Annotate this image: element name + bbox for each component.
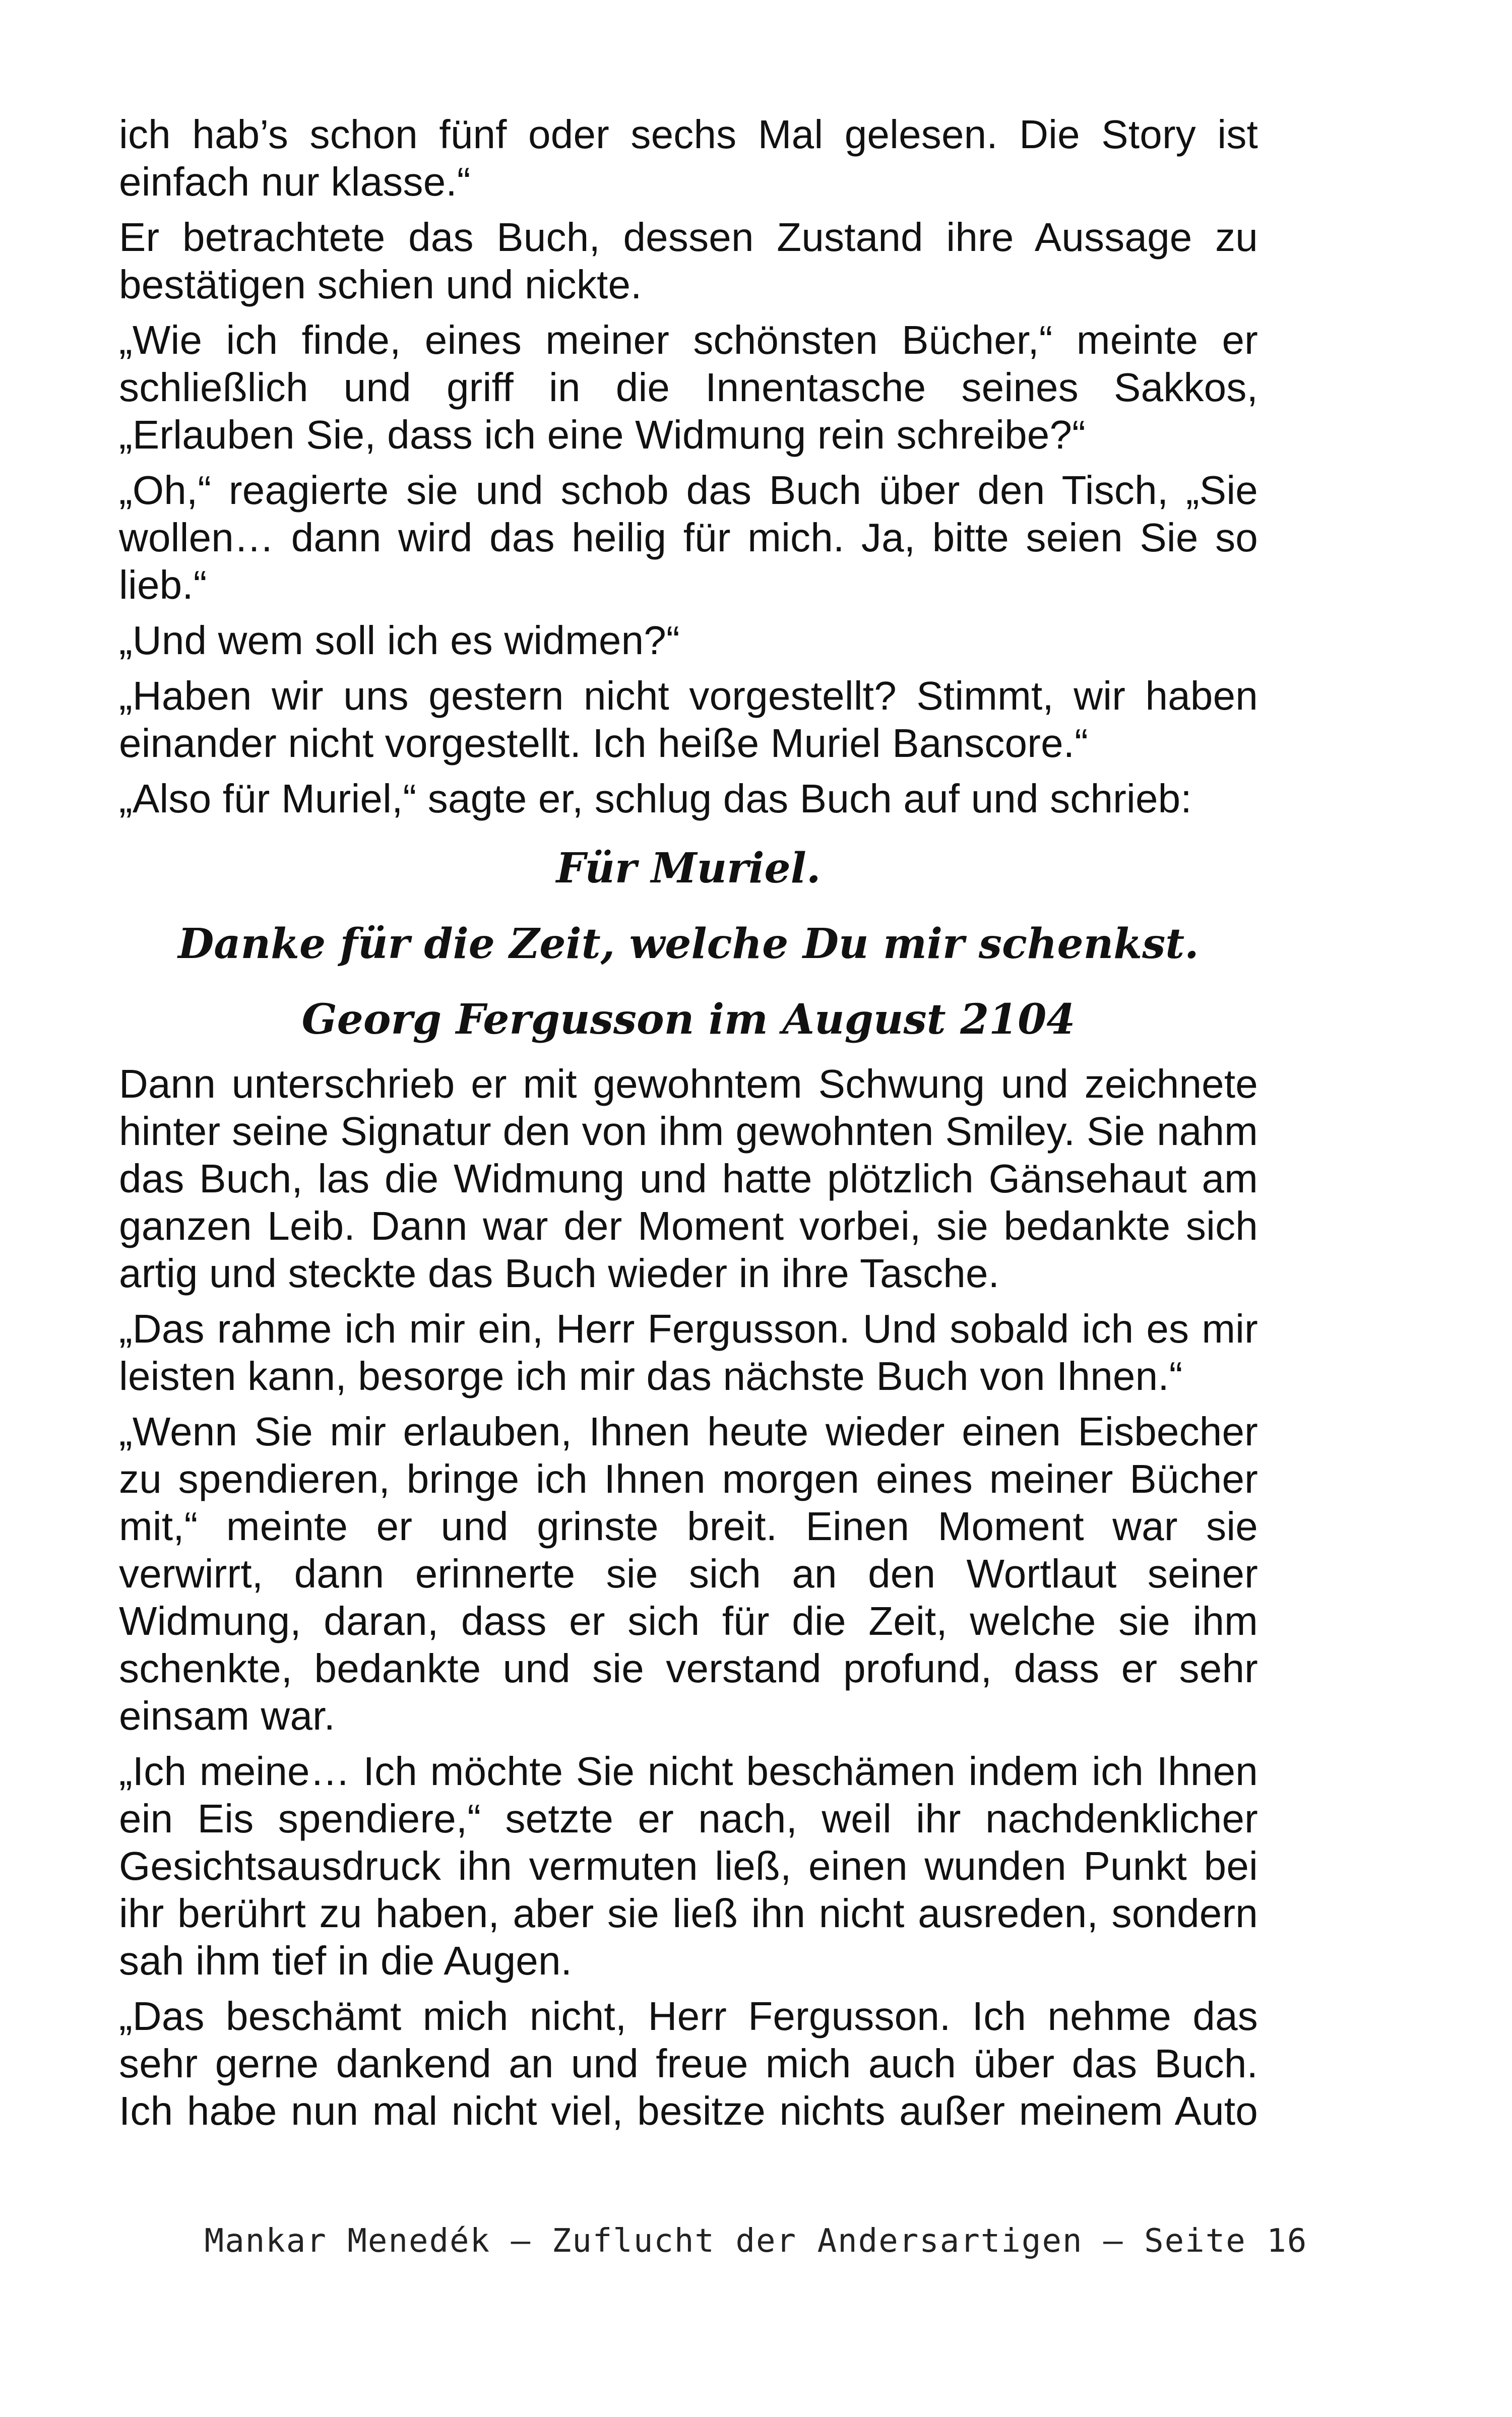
page-body (119, 111, 1258, 2143)
handwritten-dedication (119, 831, 1258, 1057)
paragraph-11: „Ich meine… Ich möchte Sie nicht beschämen indem ich Ihnen ein Eis spendiere,“ setzte er nach, weil ihr nachdenklicher Gesichtsausdruck ihn vermuten ließ, einen wunden Punkt bei ihr berührt zu haben, aber sie ließ ihn nicht ausreden, sondern sah ihm tief in die Augen. (119, 1749, 1258, 1983)
paragraph-6: „Haben wir uns gestern nicht vorgestellt? Stimmt, wir haben einander nicht vorgestellt. Ich heiße Muriel Banscore.“ (119, 673, 1258, 766)
paragraph-5: „Und wem soll ich es widmen?“ (119, 618, 680, 663)
paragraph-7: „Also für Muriel,“ sagte er, schlug das Buch auf und schrieb: (119, 776, 1192, 821)
paragraph-9: „Das rahme ich mir ein, Herr Fergusson. Und sobald ich es mir leisten kann, besorge ich mir das nächste Buch von Ihnen.“ (119, 1306, 1258, 1398)
dedication-line-3: Georg Fergusson im August 2104 (301, 995, 1076, 1044)
dedication-line-2: Danke für die Zeit, welche Du mir schenkst. (178, 920, 1199, 968)
dedication-line-1: Für Muriel. (556, 844, 821, 893)
page-footer: Mankar Menedék – Zuflucht der Andersartigen – Seite 16 (204, 2222, 1308, 2260)
paragraph-12: „Das beschämt mich nicht, Herr Fergusson. Ich nehme das sehr gerne dankend an und freue mich auch über das Buch. Ich habe nun mal nicht viel, besitze nichts außer meinem Auto (119, 1994, 1258, 2133)
paragraph-8: Dann unterschrieb er mit gewohntem Schwung und zeichnete hinter seine Signatur den von ihm gewohnten Smiley. Sie nahm das Buch, las die Widmung und hatte plötzlich Gänsehaut am ganzen Leib. Dann war der Moment vorbei, sie bedankte sich artig und steckte das Buch wieder in ihre Tasche. (119, 1061, 1258, 1296)
paragraph-4: „Oh,“ reagierte sie und schob das Buch über den Tisch, „Sie wollen… dann wird das heilig für mich. Ja, bitte seien Sie so lieb.“ (119, 468, 1258, 607)
paragraph-3: „Wie ich finde, eines meiner schönsten Bücher,“ meinte er schließlich und griff in die Innentasche seines Sakkos, „Erlauben Sie, dass ich eine Widmung rein schreibe?“ (119, 317, 1258, 457)
paragraph-10: „Wenn Sie mir erlauben, Ihnen heute wieder einen Eisbecher zu spendieren, bringe ich Ihnen morgen eines meiner Bücher mit,“ meinte er und grinste breit. Einen Moment war sie verwirrt, dann erinnerte sie sich an den Wortlaut seiner Widmung, daran, dass er sich für die Zeit, welche sie ihm schenkte, bedankte und sie verstand profund, dass er sehr einsam war. (119, 1409, 1258, 1738)
paragraph-2: Er betrachtete das Buch, dessen Zustand ihre Aussage zu bestätigen schien und nickte. (119, 215, 1258, 307)
paragraph-1: ich hab’s schon fünf oder sechs Mal gelesen. Die Story ist einfach nur klasse.“ (119, 112, 1258, 204)
